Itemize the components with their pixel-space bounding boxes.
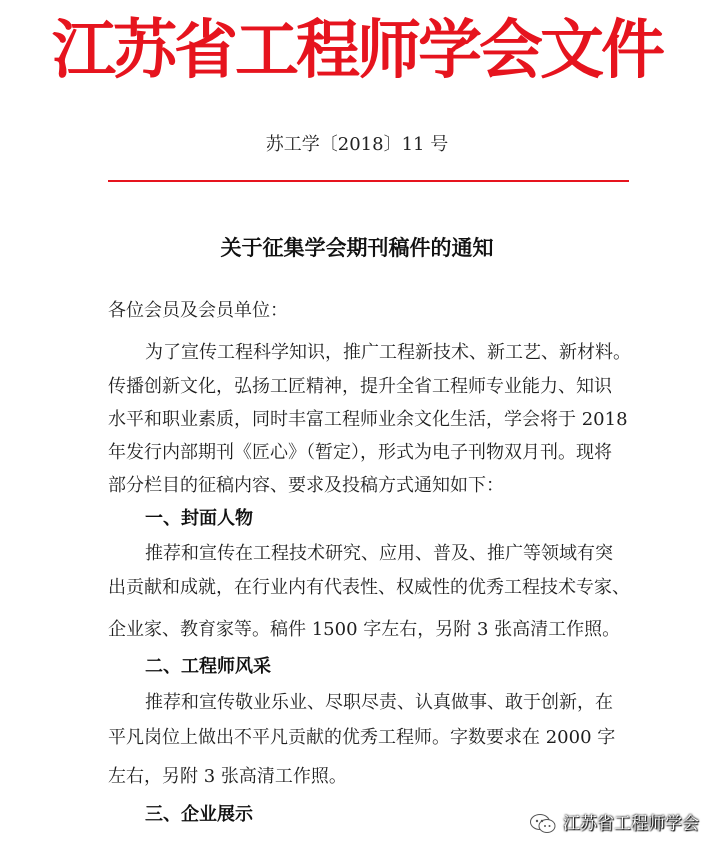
body-line: 推荐和宣传敬业乐业、尽职尽责、认真做事、敢于创新，在 xyxy=(145,692,613,713)
body-line: 传播创新文化，弘扬工匠精神，提升全省工程师专业能力、知识 xyxy=(108,376,612,397)
body-line: 平凡岗位上做出不平凡贡献的优秀工程师。字数要求在 2000 字 xyxy=(108,727,616,748)
body-line: 年发行内部期刊《匠心》（暂定），形式为电子刊物双月刊。现将 xyxy=(108,442,612,463)
watermark-text: 江苏省工程师学会 xyxy=(563,814,699,834)
salutation: 各位会员及会员单位： xyxy=(108,300,288,321)
red-divider xyxy=(108,180,629,182)
notice-title: 关于征集学会期刊稿件的通知 xyxy=(220,235,494,260)
wechat-icon xyxy=(529,813,557,835)
body-line: 出贡献和成就，在行业内有代表性、权威性的优秀工程技术专家、 xyxy=(108,577,630,598)
document-number: 苏工学〔2018〕11 号 xyxy=(265,134,449,155)
masthead-title: 江苏省工程师学会文件 xyxy=(52,13,662,88)
section-heading: 一、封面人物 xyxy=(145,508,253,529)
body-line: 部分栏目的征稿内容、要求及投稿方式通知如下： xyxy=(108,475,504,496)
section-heading: 二、工程师风采 xyxy=(145,656,271,677)
body-line: 水平和职业素质，同时丰富工程师业余文化生活，学会将于 2018 xyxy=(108,409,628,430)
body-line: 推荐和宣传在工程技术研究、应用、普及、推广等领域有突 xyxy=(145,543,613,564)
section-heading: 三、企业展示 xyxy=(145,804,253,825)
body-line: 为了宣传工程科学知识，推广工程新技术、新工艺、新材料。 xyxy=(145,342,631,363)
account-watermark xyxy=(529,810,699,838)
body-line: 左右，另附 3 张高清工作照。 xyxy=(108,766,347,787)
body-line: 企业家、教育家等。稿件 1500 字左右，另附 3 张高清工作照。 xyxy=(108,619,621,640)
